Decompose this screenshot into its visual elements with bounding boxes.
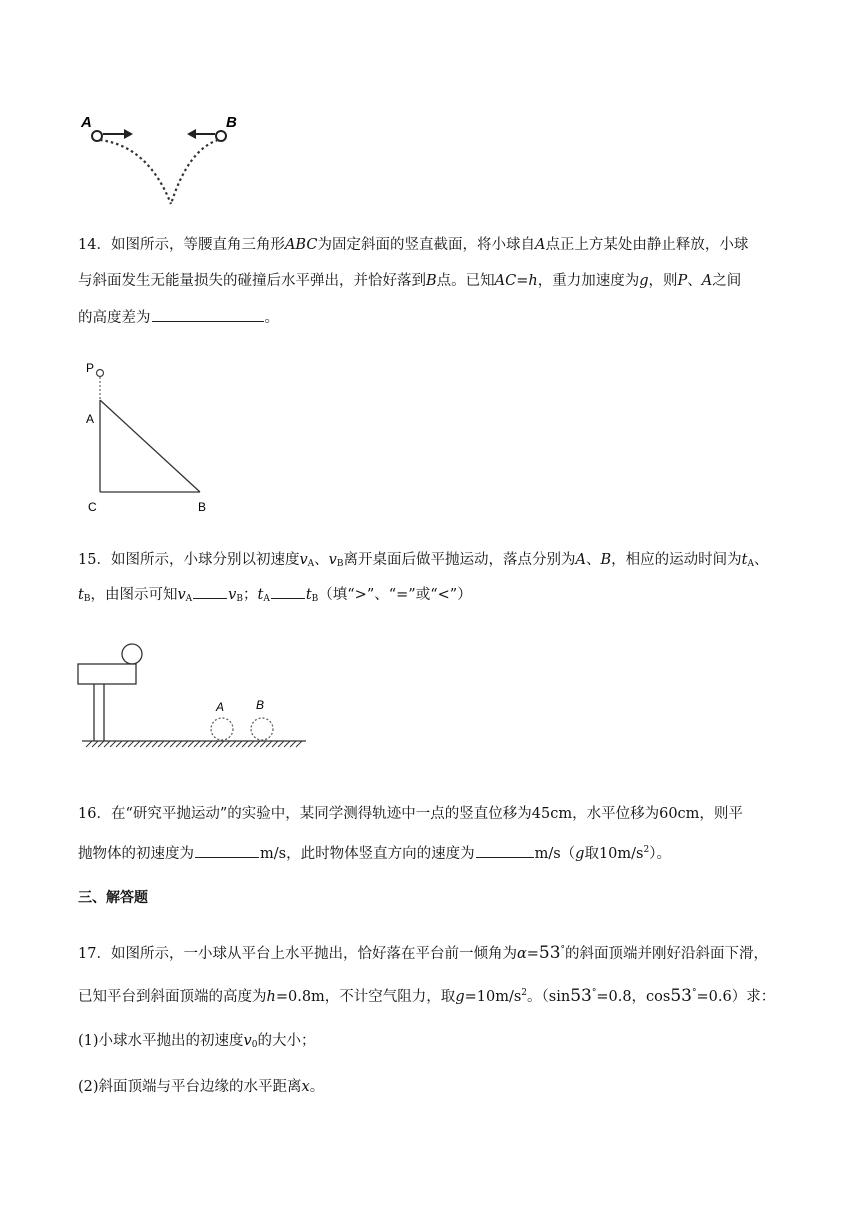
fig13-trajectory-b bbox=[171, 140, 218, 204]
q17-text: =0.6）求： bbox=[696, 989, 776, 1005]
q14-text: 如图所示，等腰直角三角形 bbox=[110, 237, 285, 253]
q15-vb2: v bbox=[228, 587, 237, 603]
q17-deg-sign: ° bbox=[692, 988, 697, 998]
q14-ac: AC=h bbox=[494, 273, 538, 289]
q17-alpha: α bbox=[516, 946, 527, 962]
q14-text: 为固定斜面的竖直截面，将小球自 bbox=[317, 237, 535, 253]
q17-text: =0.8，cos bbox=[596, 989, 671, 1005]
q16-sup: 2 bbox=[643, 845, 650, 855]
q15-text: ，由图示可知 bbox=[90, 587, 178, 603]
q17-text: =10m/s bbox=[464, 989, 522, 1005]
q17-deg-sign: ° bbox=[560, 945, 566, 955]
q15-text: 、 bbox=[753, 552, 769, 568]
q14-answer-blank[interactable] bbox=[152, 307, 264, 322]
q15-va: v bbox=[299, 552, 308, 568]
q15-tb2-sub: B bbox=[311, 594, 319, 604]
q16-text: m/s，此时物体竖直方向的速度为 bbox=[260, 846, 475, 862]
q14-text: 点。已知 bbox=[436, 273, 495, 289]
q17-text: =0.8m，不计空气阻力，取 bbox=[275, 989, 456, 1005]
q17-line2 bbox=[78, 983, 775, 1007]
q17-number: 17． bbox=[78, 946, 111, 962]
q14-line2 bbox=[78, 271, 741, 291]
q17-text: 如图所示，一小球从平台上水平抛出，恰好落在平台前一倾角为 bbox=[110, 946, 517, 962]
q17-line1 bbox=[78, 940, 768, 964]
q14-text: ，重力加速度为 bbox=[537, 273, 640, 289]
q17-text: (2)斜面顶端与平台边缘的水平距离 bbox=[78, 1079, 302, 1095]
q16-text: 在“研究平抛运动”的实验中，某同学测得轨迹中一点的竖直位移为45cm，水平位移为60cm，则平 bbox=[110, 806, 743, 822]
figure-q14 bbox=[82, 358, 222, 518]
q17-deg3: 53 bbox=[670, 986, 692, 1006]
fig14-incline-ab bbox=[100, 400, 200, 492]
q15-text: 如图所示，小球分别以初速度 bbox=[110, 552, 300, 568]
q15-va2: v bbox=[177, 587, 186, 603]
q16-line2 bbox=[78, 840, 671, 864]
q15-answer-blank-t[interactable] bbox=[271, 584, 305, 599]
q14-line1 bbox=[78, 235, 748, 255]
q15-text: （填“>”、“=”或“<”） bbox=[318, 587, 472, 603]
q17-g: g bbox=[455, 989, 465, 1005]
q17-text: 的大小； bbox=[257, 1033, 316, 1049]
fig14-ball bbox=[97, 370, 104, 377]
fig13-arrowhead-a bbox=[124, 129, 133, 139]
q15-vb2-sub: B bbox=[236, 594, 243, 604]
q14-text: 点正上方某处由静止释放，小球 bbox=[545, 237, 749, 253]
q15-tb: t bbox=[78, 587, 84, 603]
q14-p: P bbox=[677, 273, 688, 289]
q14-text: 之间 bbox=[712, 273, 742, 289]
q14-text: ，则 bbox=[648, 273, 678, 289]
q17-text: 的斜面顶端并刚好沿斜面下滑， bbox=[565, 946, 769, 962]
q15-text: 、 bbox=[314, 552, 329, 568]
q15-tb-sub: B bbox=[83, 594, 91, 604]
q15-b: B bbox=[600, 552, 612, 568]
q16-text: 抛物体的初速度为 bbox=[78, 846, 194, 862]
fig13-label-b: B bbox=[226, 114, 237, 131]
q17-part1 bbox=[78, 1031, 315, 1055]
q16-gval: 10m/s bbox=[598, 846, 644, 862]
q14-b: B bbox=[426, 273, 437, 289]
fig14-label-b: B bbox=[198, 500, 207, 514]
q15-text: ，相应的运动时间为 bbox=[611, 552, 742, 568]
q17-h: h bbox=[266, 989, 276, 1005]
figure-q13 bbox=[78, 110, 258, 214]
q15-text: 、 bbox=[585, 552, 601, 568]
q16-text: m/s（ bbox=[534, 846, 576, 862]
q16-text: 取 bbox=[584, 846, 599, 862]
fig15-label-a: A bbox=[216, 700, 225, 714]
q15-text: ； bbox=[242, 587, 258, 603]
q17-sup: 2 bbox=[521, 988, 528, 998]
q15-va2-sub: A bbox=[185, 594, 193, 604]
q15-vb: v bbox=[328, 552, 337, 568]
q15-ta-sub: A bbox=[747, 559, 754, 569]
q17-text: 。 bbox=[309, 1079, 325, 1095]
q14-line3 bbox=[78, 307, 279, 328]
q14-text: 。 bbox=[264, 310, 279, 326]
q15-va-sub: A bbox=[307, 559, 315, 569]
q14-text: 与斜面发生无能量损失的碰撞后水平弹出，并恰好落到 bbox=[78, 273, 426, 289]
q17-text: 。（sin bbox=[527, 989, 571, 1005]
q15-line2 bbox=[78, 584, 472, 609]
q14-a2: A bbox=[701, 273, 713, 289]
q17-deg2: 53 bbox=[570, 986, 592, 1006]
q15-answer-blank-v[interactable] bbox=[193, 584, 227, 599]
fig14-label-c: C bbox=[88, 500, 97, 514]
q16-text: ）。 bbox=[649, 846, 671, 862]
q16-answer-blank-1[interactable] bbox=[195, 843, 259, 858]
q17-deg: 53 bbox=[538, 943, 561, 963]
fig14-label-p: P bbox=[86, 361, 95, 375]
fig15-ground-hatch bbox=[86, 741, 302, 747]
fig15-table-top bbox=[78, 664, 136, 684]
section-heading: 三、解答题 bbox=[78, 890, 148, 906]
q17-v0: v bbox=[243, 1033, 252, 1049]
q14-abc: ABC bbox=[284, 237, 318, 253]
q15-text: 离开桌面后做平抛运动，落点分别为 bbox=[343, 552, 576, 568]
q15-number: 15． bbox=[78, 552, 111, 568]
fig15-ball-on-table bbox=[122, 644, 142, 664]
figure-q15 bbox=[76, 636, 316, 756]
q15-ta2: t bbox=[257, 587, 264, 603]
q17-text: = bbox=[526, 946, 539, 962]
fig15-label-b: B bbox=[256, 698, 265, 712]
fig14-label-a: A bbox=[86, 412, 95, 426]
q14-text: 、 bbox=[687, 273, 702, 289]
q17-v0-sub: 0 bbox=[251, 1040, 258, 1050]
q17-deg-sign: ° bbox=[591, 988, 597, 998]
q17-text: 已知平台到斜面顶端的高度为 bbox=[78, 989, 267, 1005]
q14-text: 的高度差为 bbox=[78, 310, 151, 326]
q17-part2 bbox=[78, 1077, 324, 1097]
fig13-label-a: A bbox=[81, 114, 92, 131]
fig13-trajectory-a bbox=[100, 140, 171, 204]
q15-ta2-sub: A bbox=[263, 594, 270, 604]
q15-tb2: t bbox=[305, 587, 312, 603]
q15-ta: t bbox=[741, 552, 748, 568]
q14-number: 14． bbox=[78, 237, 111, 253]
q17-x: x bbox=[301, 1079, 310, 1095]
q15-vb-sub: B bbox=[336, 559, 344, 569]
q15-line1 bbox=[78, 550, 768, 574]
q16-line1 bbox=[78, 804, 743, 824]
q14-g: g bbox=[639, 273, 649, 289]
q15-a: A bbox=[575, 552, 586, 568]
q17-text: (1)小球水平抛出的初速度 bbox=[78, 1033, 244, 1049]
q16-answer-blank-2[interactable] bbox=[476, 843, 534, 858]
q16-number: 16． bbox=[78, 806, 111, 822]
q16-g: g bbox=[575, 846, 585, 862]
fig13-arrowhead-b bbox=[187, 129, 196, 139]
fig15-ball-a bbox=[211, 718, 233, 740]
q14-a: A bbox=[534, 237, 546, 253]
fig15-ball-b bbox=[251, 718, 273, 740]
